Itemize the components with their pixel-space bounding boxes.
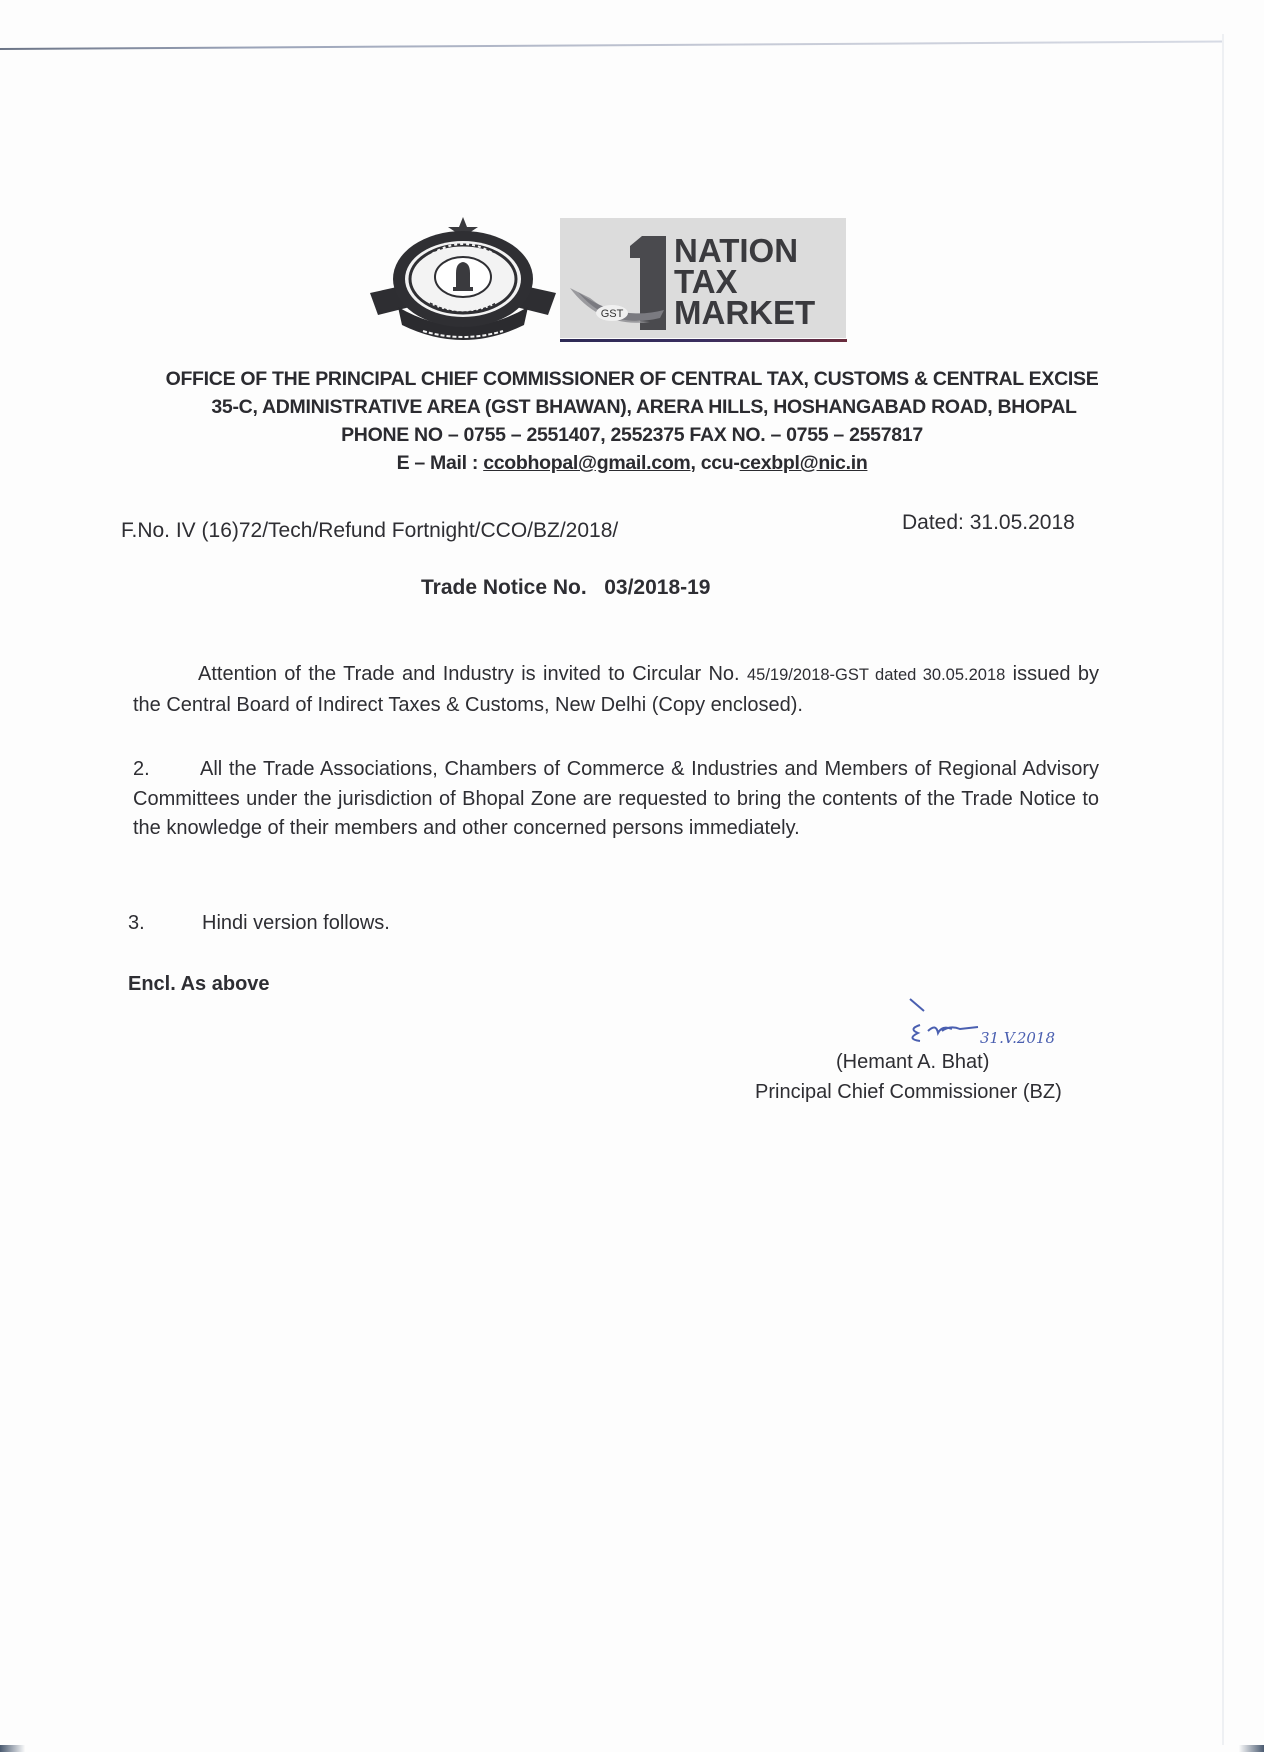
enclosure-note: Encl. As above <box>128 973 270 995</box>
notice-number: 03/2018-19 <box>604 576 711 599</box>
signatory-name: (Hemant A. Bhat) <box>836 1051 990 1073</box>
paragraph-3 <box>128 912 390 935</box>
para2-number: 2. <box>133 758 150 780</box>
paragraph-2 <box>133 755 1099 844</box>
para1-text-c: issued by the Central Board of Indirect Taxes & Customs, New Delhi (Copy enclosed). <box>133 663 1099 716</box>
circular-number: 45/19/2018-GST <box>746 666 869 684</box>
office-address: 35-C, ADMINISTRATIVE AREA (GST BHAWAN), ARERA HILLS, HOSHANGABAD ROAD, BHOPAL <box>211 396 1077 418</box>
logo-underline <box>560 339 847 342</box>
circular-date: 30.05.2018 <box>922 666 1006 684</box>
paragraph-1 <box>133 660 1099 720</box>
file-number: F.No. IV (16)72/Tech/Refund Fortnight/CCO/BZ/2018/ <box>121 519 619 542</box>
office-email <box>0 452 1264 475</box>
logo-strip <box>368 215 848 345</box>
brand-line-3: MARKET <box>674 294 816 331</box>
email-separator: , ccu- <box>690 452 740 474</box>
brand-line-1: NATION <box>674 232 799 269</box>
notice-title: Trade Notice No. <box>421 576 587 599</box>
scan-page-edge-bottom <box>0 1745 1264 1752</box>
email-link-2[interactable]: cexbpl@nic.in <box>739 452 868 474</box>
brand-line-2: TAX <box>674 263 738 300</box>
notice-heading <box>421 576 710 600</box>
gst-badge-text: GST <box>600 308 624 320</box>
para3-text: Hindi version follows. <box>202 912 390 934</box>
office-title: OFFICE OF THE PRINCIPAL CHIEF COMMISSIONER OF CENTRAL TAX, CUSTOMS & CENTRAL EXCISE <box>165 368 1099 390</box>
one-nation-one-tax-logo <box>560 218 846 338</box>
para1-text-a: Attention of the Trade and Industry is invited to Circular No. <box>198 663 747 685</box>
email-label: E – Mail : <box>396 452 484 474</box>
email-link-1[interactable]: ccobhopal@gmail.com <box>483 452 691 474</box>
signatory-designation: Principal Chief Commissioner (BZ) <box>755 1081 1062 1103</box>
handwritten-signature <box>880 995 1100 1055</box>
para3-number: 3. <box>128 912 145 934</box>
para2-text: All the Trade Associations, Chambers of Commerce & Industries and Members of Regional Advisory Committees under the jurisdiction of Bhopal Zone are requested to bring the contents of the Trade Notice to the knowledge of their members and other concerned persons immediately. <box>133 758 1099 839</box>
signature-date: 31.V.2018 <box>980 1029 1056 1047</box>
para1-text-b: dated <box>868 666 923 684</box>
office-phone: PHONE NO – 0755 – 2551407, 2552375 FAX NO. – 0755 – 2557817 <box>341 424 923 446</box>
customs-emblem-icon <box>368 215 558 345</box>
scan-page-edge-right <box>1222 34 1224 1752</box>
dated: Dated: 31.05.2018 <box>902 511 1075 534</box>
scan-page-edge-top <box>0 41 1224 50</box>
